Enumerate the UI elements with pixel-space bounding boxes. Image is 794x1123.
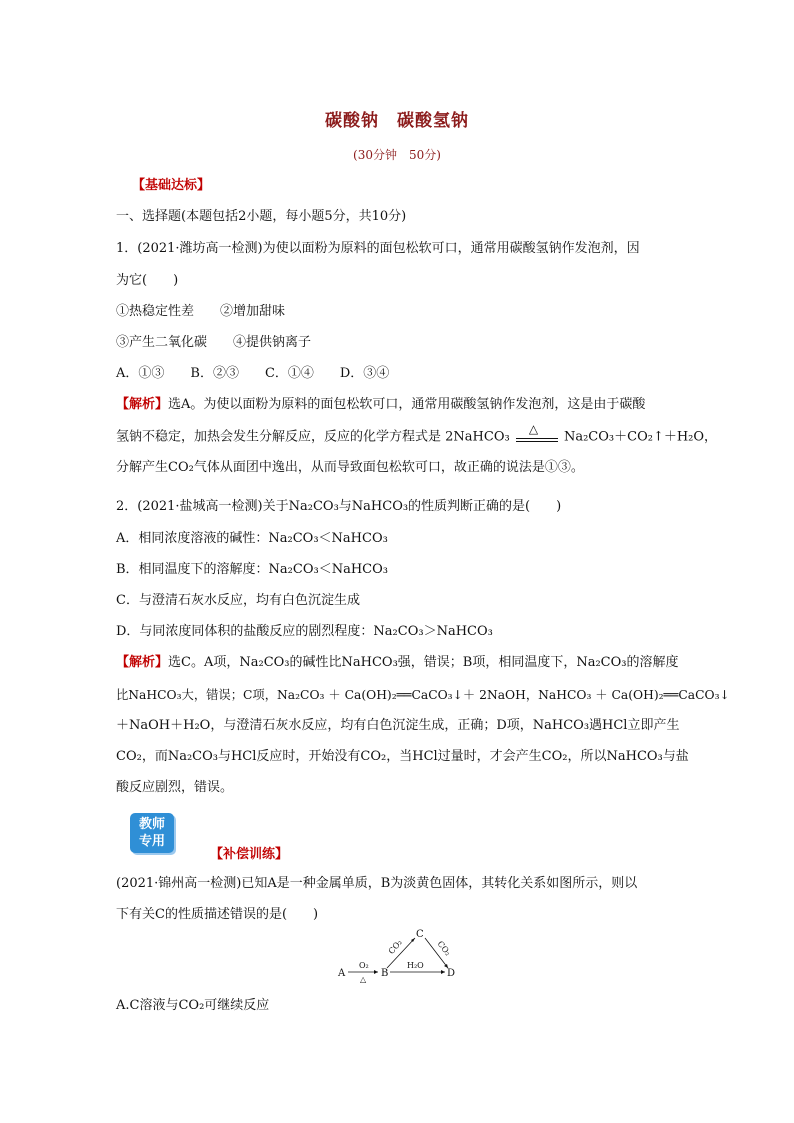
q2-option-b: B．相同温度下的溶解度：Na₂CO₃＜NaHCO₃ (116, 562, 388, 577)
q1-analysis-text2b: Na₂CO₃＋CO₂↑＋H₂O， (563, 429, 718, 445)
label-b-c: CO₂ (386, 937, 404, 956)
q1-options-row1: ①热稳定性差 ②增加甜味 (116, 304, 286, 319)
q2-analysis-tag: 【解析】 (116, 655, 169, 670)
q1-options-row2: ③产生二氧化碳 ④提供钠离子 (116, 335, 312, 350)
q1-line1: 1．(2021·潍坊高一检测)为使以面粉为原料的面包松软可口，通常用碳酸氢钠作发泡剂，因 (116, 241, 640, 256)
node-d: D (447, 968, 456, 979)
arrowhead-b-d (441, 970, 445, 974)
node-c: C (416, 929, 424, 940)
page-subtitle: (30分钟 50分) (353, 148, 441, 162)
page-title: 碳酸钠 碳酸氢钠 (325, 111, 469, 131)
heat-condition-arrow (514, 422, 560, 445)
q2-option-c: C．与澄清石灰水反应，均有白色沉淀生成 (116, 593, 360, 608)
q2-analysis-line4: CO₂，而Na₂CO₃与HCl反应时，开始没有CO₂，当HCl过量时，才会产生CO₂，所以NaHCO₃与盐 (116, 749, 689, 764)
q2-line1: 2．(2021·盐城高一检测)关于Na₂CO₃与NaHCO₃的性质判断正确的是( ) (116, 499, 562, 514)
q2-analysis-line5: 酸反应剧烈，错误。 (116, 780, 234, 795)
q1-analysis-line1 (116, 397, 686, 413)
node-a: A (338, 968, 346, 979)
label-o2: O₂ (359, 961, 369, 970)
q2-analysis-line2: 比NaHCO₃大，错误；C项，Na₂CO₃ ＋ Ca(OH)₂══CaCO₃↓＋ 2NaOH，NaHCO₃ ＋ Ca(OH)₂══CaCO₃↓ (116, 688, 730, 702)
q3-option-a: A.C溶液与CO₂可继续反应 (116, 998, 270, 1013)
label-heat: △ (360, 975, 367, 984)
q1-analysis-line3: 分解产生CO₂气体从面团中逸出，从而导致面包松软可口，故正确的说法是①③。 (116, 460, 584, 475)
q3-line2: 下有关C的性质描述错误的是( ) (116, 907, 319, 922)
part1-heading: 一、选择题(本题包括2小题，每小题5分，共10分) (116, 209, 407, 224)
label-c-d: CO₂ (435, 939, 453, 958)
q2-option-d: D．与同浓度同体积的盐酸反应的剧烈程度：Na₂CO₃＞NaHCO₃ (116, 624, 493, 639)
q1-choices: A．①③ B．②③ C．①④ D．③④ (116, 366, 390, 381)
section-tag: 【基础达标】 (132, 178, 211, 193)
teacher-only-badge (130, 813, 174, 853)
node-b: B (381, 968, 389, 979)
badge-line2: 专用 (138, 834, 165, 849)
q2-analysis-text1: 选C。A项，Na₂CO₃的碱性比NaHCO₃强，错误；B项，相同温度下，Na₂CO₃的溶解度 (168, 655, 679, 670)
q2-analysis-line1 (116, 655, 686, 671)
arrowhead-a-b (374, 970, 378, 974)
heat-symbol: △ (528, 422, 539, 436)
q1-analysis-text2a: 氢钠不稳定，加热会发生分解反应，反应的化学方程式是 2NaHCO₃ (116, 429, 510, 445)
label-b-d: H₂O (407, 961, 424, 970)
q2-option-a: A．相同浓度溶液的碱性：Na₂CO₃＜NaHCO₃ (116, 531, 388, 546)
supplement-tag: 【补偿训练】 (210, 847, 289, 862)
q1-line2: 为它( ) (116, 273, 179, 288)
conversion-diagram (330, 926, 470, 986)
q1-analysis-tag: 【解析】 (116, 397, 169, 412)
q3-line1: (2021·锦州高一检测)已知A是一种金属单质，B为淡黄色固体，其转化关系如图所示，则以 (116, 876, 638, 891)
badge-line1: 教师 (138, 817, 165, 832)
q1-analysis-text1: 选A。为使以面粉为原料的面包松软可口，通常用碳酸氢钠作发泡剂，这是由于碳酸 (168, 397, 646, 412)
q2-analysis-line3: ＋NaOH＋H₂O，与澄清石灰水反应，均有白色沉淀生成，正确；D项，NaHCO₃遇HCl立即产生 (116, 718, 680, 733)
q1-analysis-line2 (116, 422, 718, 446)
